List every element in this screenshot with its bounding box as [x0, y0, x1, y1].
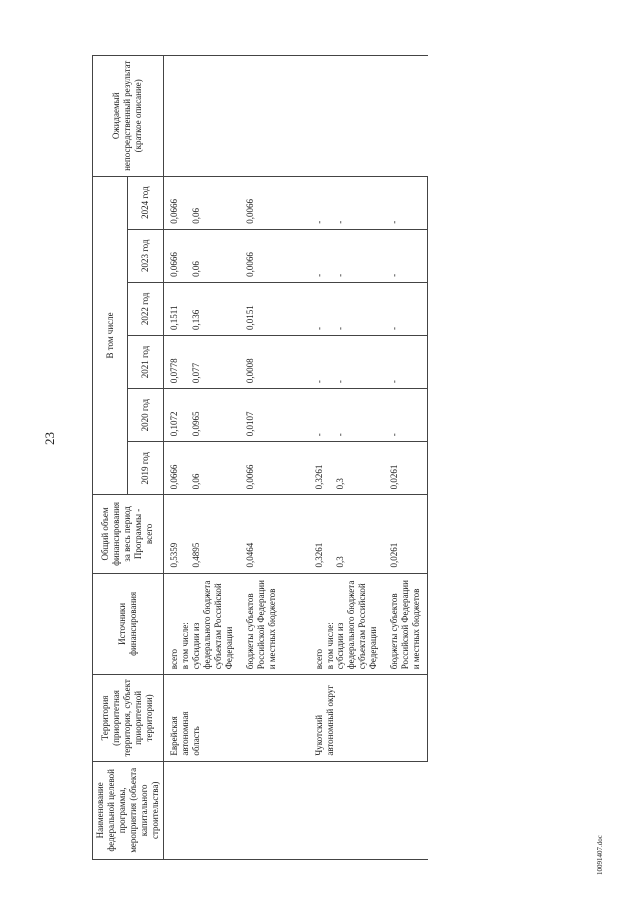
value-cell: 0,3261 0,3: [309, 495, 385, 573]
value-cell: -: [384, 389, 427, 442]
financing-table: [92, 55, 428, 860]
table-row: [309, 56, 385, 860]
value-cell: 0,1072 0,0965: [163, 389, 239, 442]
header-year: 2023 год: [128, 229, 163, 282]
source-cell: бюджеты субъектов Российской Федерации и местных бюджетов: [384, 573, 427, 675]
value-cell: 0,0151: [240, 282, 283, 335]
result-cell: [309, 56, 428, 177]
page-number: 23: [42, 432, 57, 445]
source-cell: бюджеты субъектов Российской Федерации и местных бюджетов: [240, 573, 283, 675]
source-cell: всего в том числе: субсидии из федерального бюджета субъектам Российской Федерации: [163, 573, 239, 675]
value-cell: 0,0261: [384, 495, 427, 573]
value-cell: 0,0666 0,06: [163, 442, 239, 495]
value-cell: 0,5359 0,4895: [163, 495, 239, 573]
value-cell: 0,0008: [240, 335, 283, 388]
value-cell: 0,0066: [240, 442, 283, 495]
value-cell: - -: [309, 229, 385, 282]
territory-cell: Еврейская автономная область: [163, 675, 239, 761]
value-cell: 0,0666 0,06: [163, 229, 239, 282]
table-row: [384, 56, 427, 860]
value-cell: 0,0066: [240, 176, 283, 229]
value-cell: 0,0107: [240, 389, 283, 442]
value-cell: -: [384, 282, 427, 335]
header-year: 2020 год: [128, 389, 163, 442]
program-cell: [309, 761, 428, 859]
value-cell: - -: [309, 282, 385, 335]
header-result: Ожидаемый непосредственный результат (краткое описание): [93, 56, 164, 177]
header-year: 2024 год: [128, 176, 163, 229]
territory-cell: [240, 675, 283, 761]
program-cell: [163, 761, 282, 859]
rotated-table-wrapper: [92, 55, 605, 860]
footer-code: 10091407.doc: [596, 835, 604, 875]
value-cell: - -: [309, 389, 385, 442]
value-cell: - -: [309, 335, 385, 388]
value-cell: - -: [309, 176, 385, 229]
header-year: 2021 год: [128, 335, 163, 388]
territory-cell: [384, 675, 427, 761]
table-row: [163, 56, 239, 860]
value-cell: -: [384, 176, 427, 229]
table-row: [240, 56, 283, 860]
result-cell: [163, 56, 282, 177]
header-in-total: В том числе: [93, 176, 128, 495]
value-cell: 0,0261: [384, 442, 427, 495]
value-cell: 0,0066: [240, 229, 283, 282]
header-year: 2019 год: [128, 442, 163, 495]
header-territory: Территория (приоритетная территория, субъект приоритетной территории): [93, 675, 164, 761]
value-cell: -: [384, 335, 427, 388]
spacer-row: [283, 56, 309, 860]
value-cell: 0,1511 0,136: [163, 282, 239, 335]
territory-cell: Чукотский автономный округ: [309, 675, 385, 761]
value-cell: 0,0666 0,06: [163, 176, 239, 229]
source-cell: всего в том числе: субсидии из федерального бюджета субъектам Российской Федерации: [309, 573, 385, 675]
header-sources: Источники финансирования: [93, 573, 164, 675]
header-program: Наименование федеральной целевой программы, мероприятия (объекта капитального строительства): [93, 761, 164, 859]
value-cell: 0,0778 0,077: [163, 335, 239, 388]
value-cell: 0,3261 0,3: [309, 442, 385, 495]
value-cell: 0,0464: [240, 495, 283, 573]
header-year: 2022 год: [128, 282, 163, 335]
header-total: Общий объем финансирования за весь период Программы - всего: [93, 495, 164, 573]
value-cell: -: [384, 229, 427, 282]
